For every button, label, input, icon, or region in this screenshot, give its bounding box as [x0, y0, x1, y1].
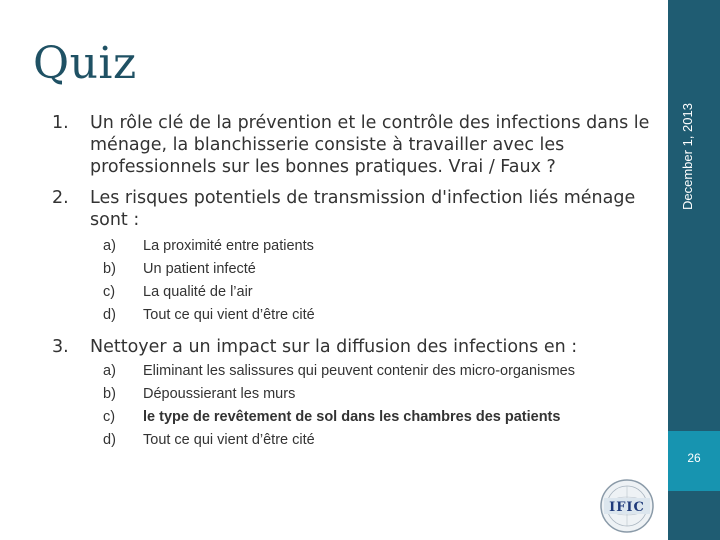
question-2-options [103, 238, 643, 330]
question-text: Les risques potentiels de transmission d'infection liés ménage sont : [90, 188, 636, 230]
question-3-options [103, 363, 643, 455]
question-text: Un rôle clé de la prévention et le contrôle des infections dans le ménage, la blanchisserie consiste à travailler avec les professionnels sur les bonnes pratiques. Vrai / Faux ? [90, 113, 650, 177]
page-number: 26 [687, 451, 701, 465]
slide-title: Quiz [33, 38, 137, 89]
list-item: c) le type de revêtement de sol dans les chambres des patients [103, 409, 561, 425]
list-item: d) Tout ce qui vient d’être cité [103, 432, 315, 448]
list-item: a) La proximité entre patients [103, 238, 314, 254]
list-item: b) Dépoussierant les murs [103, 386, 296, 402]
list-item: d) Tout ce qui vient d’être cité [103, 307, 315, 323]
svg-text:IFIC: IFIC [609, 500, 645, 515]
question-text: Nettoyer a un impact sur la diffusion des infections en : [90, 337, 578, 357]
question-number: 1. [52, 113, 69, 133]
page-number-box [668, 431, 720, 491]
question-number: 2. [52, 188, 69, 208]
list-item: b) Un patient infecté [103, 261, 256, 277]
list-item: a) Eliminant les salissures qui peuvent contenir des micro-organismes [103, 363, 575, 379]
ific-logo [594, 478, 660, 534]
list-item: c) La qualité de l’air [103, 284, 253, 300]
question-number: 3. [52, 337, 69, 357]
